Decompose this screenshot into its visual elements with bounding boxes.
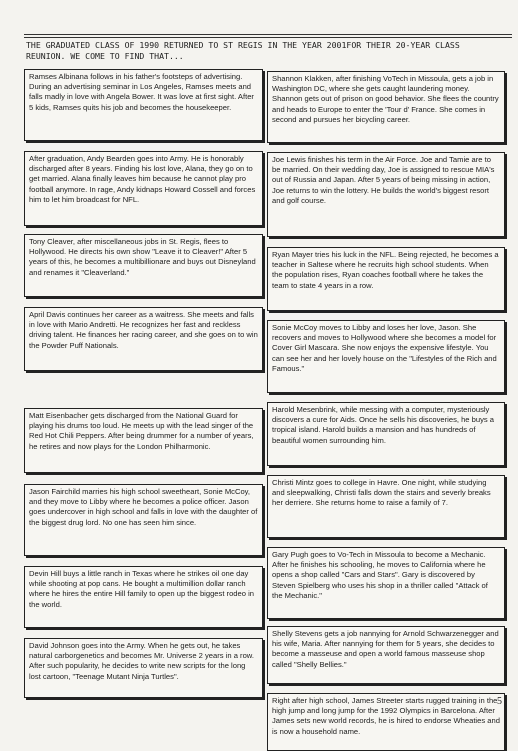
entry-text: Right after high school, James Streeter starts rugged training in the high jump and long jump for the 1992 Olympics in Barcelona. After James sets new world records, he is hired to endorse Wheaties and is now a household name. (272, 696, 500, 736)
entry-box (24, 638, 263, 698)
top-rule-inner (24, 37, 512, 38)
page-number: 5 (497, 696, 502, 707)
entry-box (24, 151, 263, 226)
entry-box (24, 69, 263, 141)
entry-box (24, 408, 263, 473)
entry-text: Matt Eisenbacher gets discharged from the National Guard for playing his drums too loud. He meets up with the lead singer of the Red Hot Chili Peppers. After being drummer for a number of years, he retires and now plays for the London Philharmonic. (29, 411, 254, 451)
entry-text: Ryan Mayer tries his luck in the NFL. Being rejected, he becomes a teacher in Saltese where he recruits high school students. When the population rises, Ryan coaches football where he takes the team to state 4 years in a row. (272, 250, 499, 290)
entry-text: April Davis continues her career as a waitress. She meets and falls in love with Mario Andretti. He recognizes her fast and reckless driving talent. He finances her racing career, and she goes on to win the Powder Puff Nationals. (29, 310, 258, 350)
entry-box (267, 547, 505, 619)
entry-text: David Johnson goes into the Army. When he gets out, he takes natural carborgenetics and becomes Mr. Universe 2 years in a row. After such popularity, he decides to write new scripts for the long lost cartoon, "Teenage Mutant Ninja Turtles". (29, 641, 254, 681)
entry-text: Devin Hill buys a little ranch in Texas where he strikes oil one day while shooting at pop cans. He bought a multimillion dollar ranch where he hires the entire Hill family to open up the biggest rodeo in the world. (29, 569, 254, 609)
entry-text: Gary Pugh goes to Vo-Tech in Missoula to become a Mechanic. After he finishes his schooling, he moves to California where he opens a shop called "Cars and Stars". Gary is discovered by Steven Spielberg who uses his shop in a thriller called "Attack of the Mechanic." (272, 550, 488, 600)
entry-box (267, 247, 505, 311)
entry-box (267, 71, 505, 143)
entry-box (267, 152, 505, 237)
entry-text: Christi Mintz goes to college in Havre. One night, while studying and sleepwalking, Christi falls down the stairs and severly breaks her derriere. She returns home to raise a family of 7. (272, 478, 491, 508)
entry-box (24, 484, 263, 556)
entry-box (24, 566, 263, 628)
intro-heading: THE GRADUATED CLASS OF 1990 RETURNED TO ST REGIS IN THE YEAR 2001FOR THEIR 20-YEAR CLASS REUNION. WE COME TO FIND THAT... (26, 40, 460, 61)
entry-box (267, 475, 505, 538)
entry-box (267, 402, 505, 466)
entry-text: Harold Mesenbrink, while messing with a computer, mysteriously discovers a cure for Aids. Once he sells his discoveries, he buys a tropical island. Harold builds a mansion and has hundreds of beautiful women surrounding him. (272, 405, 495, 445)
entry-text: Ramses Albinana follows in his father's footsteps of advertising. During an advertising seminar in Los Angeles, Ramses meets and falls madly in love with Angela Bower. It was love at first sight. After 5 kids, Ramses quits his job and becomes the housekeeper. (29, 72, 254, 112)
entry-box (267, 320, 505, 393)
entry-box (24, 307, 263, 371)
entry-text: Jason Fairchild marries his high school sweetheart, Sonie McCoy, and they move to Libby where he becomes a police officer. Jason goes undercover in high school and falls in love with the daughter of the biggest drug lord. No one has seen him since. (29, 487, 258, 527)
entry-box (267, 693, 505, 751)
top-rule (24, 34, 512, 35)
entry-text: Tony Cleaver, after miscellaneous jobs in St. Regis, flees to Hollywood. He directs his own show "Leave it to Cleaver!" After 5 years of this, he becomes a multibillionare and buys out Disneyland and renames it "Cleaverland." (29, 237, 256, 277)
entry-text: Shannon Klakken, after finishing VoTech in Missoula, gets a job in Washington DC, where she gets caught laundering money. Shannon gets out of prison on good behavior. She flees the country and heads to Europe to enter the 'Tour d' France. She comes in second and pursues her bicycling career. (272, 74, 499, 124)
entry-box (267, 626, 505, 684)
entry-text: After graduation, Andy Bearden goes into Army. He is honorably discharged after 8 years. Finding his lost love, Alana, they go on to get married. Alana finally leaves him because he cannot play pro football anymore. In rage, Andy kidnaps Howard Cossell and forces him to let him broadcast for NFL. (29, 154, 256, 204)
entry-text: Joe Lewis finishes his term in the Air Force. Joe and Tamie are to be married. On their wedding day, Joe is assigned to rescue MIA's out of Russia and Japan. After 5 years of being missing in action, Joe returns to win the lottery. He builds the world's biggest resort and golf course. (272, 155, 495, 205)
entry-box (24, 234, 263, 297)
entry-text: Sonie McCoy moves to Libby and loses her love, Jason. She recovers and moves to Hollywood where she becomes a model for Cover Girl Mascara. She now enjoys the expensive lifestyle. You can see her and her lovely house on the "Lifestyles of the Rich and Famous." (272, 323, 497, 373)
entry-text: Shelly Stevens gets a job nannying for Arnold Schwarzenegger and his wife, Maria. After nannying for them for 5 years, she decides to become a masseuse and open a world famous masseuse shop called "Shelly Bellies." (272, 629, 499, 669)
